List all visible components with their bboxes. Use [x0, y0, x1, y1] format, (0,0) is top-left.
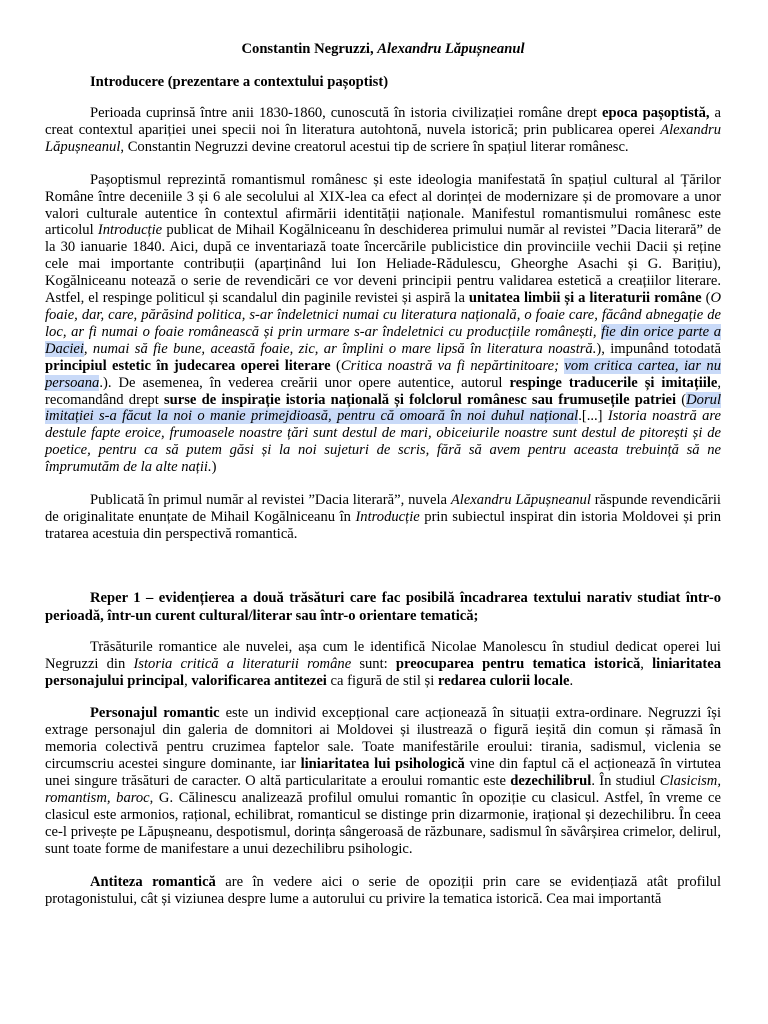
text-run: , Constantin Negruzzi devine creatorul acestui tip de scriere în spațiul literar românesc.	[120, 138, 629, 155]
text-run: răspunde revendicării de originalitate enunțate de Mihail Kogălniceanu în	[45, 492, 721, 525]
text-run: . În studiul	[591, 773, 660, 790]
text-run: vine din faptul că el acționează în virtutea unei singure trăsături de caracter. O altă particularitate a eroului romantic este	[45, 756, 721, 790]
paragraph-epoca-pasoptista	[45, 105, 721, 156]
bold-text: principiul estetic în judecarea operei literare	[45, 357, 331, 374]
title-work: Alexandru Lăpușneanul	[377, 41, 525, 57]
text-run: este un individ excepțional care acționează în situații extra-ordinare. Negruzzi își extrage personajul din galeria de domnitori ai Moldovei și ilustrează o figură ieșită din comun și rămasă în memoria colectivă pentru cruzimea faptelor sale. Toate manifestările eroului: tirania, sadismul, viclenia se circumscriu acestei singure dominante, iar	[45, 705, 721, 773]
italic-text: Alexandru Lăpușneanul	[450, 492, 591, 509]
text-run: prin subiectul inspirat din istoria Moldovei și prin tratarea acestuia din perspectivă romantică.	[45, 508, 721, 542]
text-run: a creat contextul apariției unei specii noi în literatura autohtonă, nuvela istorică; prin publicarea operei	[45, 105, 721, 138]
bold-text: Personajul romantic	[90, 705, 220, 722]
italic-text: Alexandru Lăpușneanul	[45, 121, 721, 155]
text-run: are în vedere aici o serie de opoziții prin care se evidențiază atât profilul protagonistului, cât și viziunea despre lume a autorului cu privire la tematica istorică. Cea mai importantă	[45, 873, 721, 907]
bold-text: liniaritatea lui psihologică	[300, 756, 465, 773]
text-run: .). De asemenea, în vederea creării unor opere autentice, autorul	[99, 374, 510, 391]
text-run: (	[701, 290, 711, 307]
italic-text: Istoria critică a literaturii române	[133, 655, 352, 672]
italic-text: Clasicism, romantism, baroc	[45, 773, 721, 806]
highlighted-text: fie din orice parte a Daciei	[45, 323, 722, 357]
bold-text: valorificarea antitezei	[191, 672, 327, 689]
paragraph-trasaturi-romantice	[45, 639, 721, 690]
highlighted-text: Dorul imitației s-a făcut la noi o manie primejdioasă, pentru că omoară în noi duhul național	[45, 391, 722, 425]
text-run: , G. Călinescu analizează profilul omului romantic în opoziție cu clasicul. Astfel, în vreme ce clasicul este armonios, rațional, echilibrat, romanticul se distinge prin dizarmonie, irațional și dezechilibru. În ceea ce-l privește pe Lăpușneanu, despotismul, dorința sângeroasă de răzbunare, sadismul în săvârșirea crimelor, delirul, sunt toate forme de manifestare a unui dezechilibru psihologic.	[45, 790, 721, 857]
text-run: publicat de Mihail Kogălniceanu în deschiderea primului număr al revistei ”Dacia literară” de la 30 ianuarie 1840. Aici, după ce inventariază toate încercările publicistice din provinciile vechii Dacii și reține cele mai importante contribuții (aparținând lui Ion Heliade-Rădulescu, Gheorghe Asachi și G. Barițiu), Kogălniceanu notează o serie de revendicări ce vor deveni principii pentru validarea estetică a creațiilor literare. Astfel, el respinge politicul și scandalul din paginile revistei și aspiră la	[45, 222, 721, 307]
text-run: ,	[640, 655, 653, 672]
text-run: , recomandând drept	[45, 374, 722, 408]
paragraph-antiteza-romantica	[45, 874, 721, 908]
section-gap	[45, 559, 721, 589]
text-run: ), impunând totodată	[596, 340, 721, 357]
paragraph-dacia-literara	[45, 492, 721, 543]
text-run: ,	[184, 672, 192, 689]
text-run: .[...]	[578, 408, 608, 425]
text-run: )	[211, 459, 217, 476]
document-title	[45, 40, 721, 58]
text-run: ca figură de stil și	[326, 672, 438, 689]
text-run: Publicată în primul număr al revistei ”Dacia literară”, nuvela	[90, 492, 451, 509]
reper-heading: Reper 1 – evidențierea a două trăsături care fac posibilă încadrarea textului narativ studiat într-o perioadă, într-un curent cultural/literar sau într-o orientare tematică;	[45, 589, 721, 624]
bold-text: dezechilibrul	[510, 773, 592, 790]
text-run: Perioada cuprinsă între anii 1830-1860, cunoscută în istoria civilizației române drept	[90, 105, 603, 121]
text-run: (	[330, 357, 341, 374]
italic-text: Critica noastră va fi nepărtinitoare;	[340, 357, 565, 374]
bold-text: preocuparea pentru tematica istorică	[395, 655, 641, 672]
bold-text: redarea culorii locale	[437, 672, 570, 689]
italic-text: , numai să fie bune, această foaie, zic, ar împlini o mare lipsă în literatura noastră.	[83, 340, 597, 357]
paragraph-personajul-romantic	[45, 705, 721, 857]
bold-text: liniaritatea personajului principal	[45, 655, 721, 689]
bold-text: unitatea limbii și a literaturii române	[468, 290, 702, 307]
italic-text: Istoria noastră are destule fapte eroice, frumoasele noastre țări sunt destul de mari, obiceiurile noastre sunt destul de pitorești și de poetice, pentru ca să putem găsi și la noi sujeturi de scris, fără să avem pentru aceasta trebuință să ne împrumutăm de la alte nații.	[45, 408, 721, 476]
text-run: Pașoptismul reprezintă romantismul românesc și este ideologia manifestată în spațiul cultural al Țărilor Române între deceniile 3 și 6 ale secolului al XIX-lea ca efect al dorinței de modernizare și de promovare a unor valori culturale autentice în contextul afirmării identității naționale. Manifestul romantismului românesc este articolul	[45, 171, 721, 239]
intro-heading: Introducere (prezentare a contextului pașoptist)	[90, 74, 389, 90]
paragraph-pasoptism	[45, 172, 721, 476]
text-run: (	[676, 391, 687, 408]
bold-text: epoca pașoptistă,	[602, 105, 710, 121]
text-run: Trăsăturile romantice ale nuvelei, așa cum le identifică Nicolae Manolescu în studiul dedicat operei lui Negruzzi din	[45, 638, 721, 672]
title-author: Constantin Negruzzi,	[241, 41, 374, 57]
italic-text: Introducție	[97, 222, 163, 239]
bold-text: Antiteza romantică	[90, 873, 216, 890]
text-run: .	[569, 672, 574, 689]
bold-text: respinge traducerile și imitațiile	[509, 374, 718, 391]
text-run: sunt:	[351, 655, 396, 672]
bold-text: surse de inspirație istoria națională și folclorul românesc sau frumusețile patriei	[163, 391, 677, 408]
highlighted-text: vom critica cartea, iar nu persoana	[45, 357, 722, 391]
italic-text: Introducție	[355, 508, 420, 525]
italic-text: O foaie, dar, care, părăsind politica, s-ar îndeletnici numai cu literatura națională, o foaie care, făcând abnegație de loc, ar fi numai o foaie românească și prin urmare s-ar îndeletnici cu producțiile românești,	[45, 290, 721, 340]
